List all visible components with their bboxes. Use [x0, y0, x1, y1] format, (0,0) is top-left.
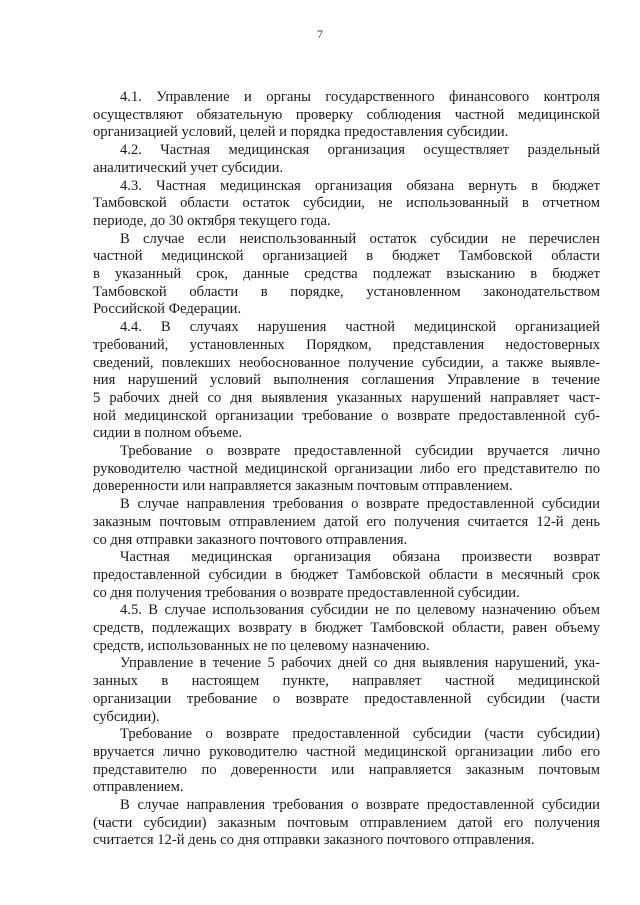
text-line: организацией условий, целей и порядка предоставления субсидии.: [93, 124, 509, 141]
text-line: заказным почтовым отправлением датой его получения считается 12-й день: [93, 513, 600, 530]
text-line: ной медицинской организации требование о возврате предоставленной суб-: [93, 407, 600, 424]
text-line: Управление в течение 5 рабочих дней со дня выявления нарушений, ука-: [120, 655, 600, 672]
text-line: средств, подлежащих возврату в бюджет Тамбовской области, равен объему: [93, 620, 600, 636]
text-line: отправлением.: [93, 779, 184, 796]
text-line: сведений, повлекших необоснованное получение субсидии, а также выявле-: [93, 354, 600, 371]
text-line: в указанный срок, данные средства подлежат взысканию в бюджет: [93, 266, 600, 282]
text-line: руководителю частной медицинской организации либо его представителю по: [93, 460, 600, 477]
page-number: 7: [317, 27, 323, 41]
text-line: со дня отправки заказного почтового отправления.: [93, 531, 408, 548]
text-line: В случае направления требования о возврате предоставленной субсидии: [120, 797, 600, 813]
text-line: периоде, до 30 октября текущего года.: [93, 212, 331, 229]
text-line: 4.5. В случае использования субсидии не по целевому назначению объем: [120, 602, 600, 619]
text-line: считается 12-й день со дня отправки заказного почтового отправления.: [93, 832, 535, 849]
text-line: В случае направления требования о возврате предоставленной субсидии: [120, 496, 600, 513]
text-line: ния нарушений условий выполнения соглашения Управление в течение: [93, 372, 600, 389]
text-line: 5 рабочих дней со дня выявления указанных нарушений направляет част-: [93, 389, 600, 406]
text-line: средств, использованных не по целевому назначению.: [93, 637, 430, 654]
text-line: Требование о возврате предоставленной субсидии (части субсидии): [120, 726, 600, 743]
text-line: доверенности или направляется заказным почтовым отправлением.: [93, 478, 513, 495]
text-line: организации требование о возврате предоставленной субсидии (части: [93, 690, 600, 707]
text-line: сидии в полном объеме.: [93, 425, 243, 442]
text-line: занных в настоящем пункте, направляет частной медицинской: [93, 673, 600, 690]
text-line: представителю по доверенности или направляется заказным почтовым: [93, 761, 600, 778]
text-line: 4.4. В случаях нарушения частной медицинской организацией: [120, 319, 600, 336]
text-line: со дня получения требования о возврате предоставленной субсидии.: [93, 584, 520, 601]
text-line: предоставленной субсидии в бюджет Тамбовской области в месячный срок: [93, 566, 600, 583]
text-line: Российской Федерации.: [93, 301, 242, 318]
text-line: субсидии).: [93, 708, 160, 725]
text-line: Тамбовской области в порядке, установленном законодательством: [93, 283, 600, 300]
text-line: Тамбовской области остаток субсидии, не использованный в отчетном: [93, 195, 600, 212]
text-line: 4.2. Частная медицинская организация осуществляет раздельный: [120, 142, 600, 159]
text-line: 4.3. Частная медицинская организация обязана вернуть в бюджет: [120, 177, 600, 194]
text-line: частной медицинской организацией в бюджет Тамбовской области: [93, 248, 600, 265]
text-line: Требование о возврате предоставленной субсидии вручается лично: [120, 443, 600, 459]
text-line: аналитический учет субсидии.: [93, 159, 284, 176]
text-line: В случае если неиспользованный остаток субсидии не перечислен: [120, 230, 600, 247]
text-line: 4.1. Управление и органы государственного финансового контроля: [120, 89, 600, 105]
text-line: вручается лично руководителю частной медицинской организации либо его: [93, 743, 600, 760]
text-line: требований, установленных Порядком, представления недостоверных: [93, 336, 600, 353]
text-line: осуществляют обязательную проверку соблюдения частной медицинской: [93, 106, 600, 123]
text-line: (части субсидии) заказным почтовым отправлением датой его получения: [93, 814, 600, 831]
text-line: Частная медицинская организация обязана произвести возврат: [120, 549, 600, 566]
